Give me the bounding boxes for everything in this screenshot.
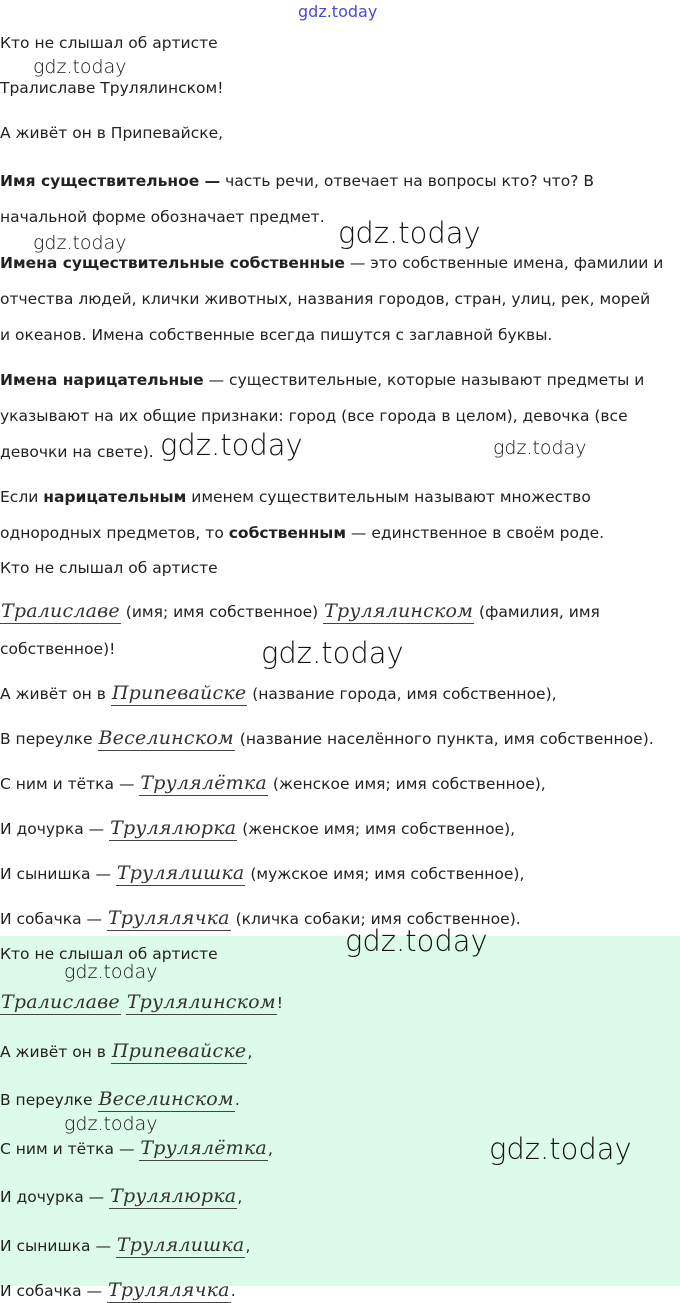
handwritten-word: Тралиславе (1, 991, 120, 1013)
analysis-line: Тралиславе (имя; имя собственное) Трулялинском (фамилия, имя (1, 600, 600, 622)
handwritten-word: Трулялячка (107, 1279, 230, 1301)
definition-line: отчества людей, клички животных, названия городов, стран, улиц, рек, морей (0, 290, 651, 308)
definition-line: Имя существительное — часть речи, отвечает на вопросы кто? что? В (0, 172, 594, 190)
watermark: gdz.today (489, 1132, 632, 1166)
handwritten-word: Трулялишка (116, 1234, 245, 1256)
watermark: gdz.today (33, 232, 127, 254)
term-bold: собственным (228, 524, 346, 542)
answer-line: Кто не слышал об артисте (0, 945, 218, 963)
definition-line: и океанов. Имена собственные всегда пишутся с заглавной буквы. (0, 326, 553, 344)
answer-line: А живёт он в Припевайске, (0, 1040, 253, 1062)
intro-line: Тралиславе Трулялинском! (0, 79, 224, 97)
handwritten-word: Трулялётка (140, 1137, 267, 1159)
definition-line: указывают на их общие признаки: город (все города в целом), девочка (все (0, 407, 628, 425)
handwritten-word: Припевайске (111, 682, 247, 704)
analysis-line: С ним и тётка — Трулялётка (женское имя; имя собственное), (0, 772, 546, 794)
watermark: gdz.today (493, 437, 587, 459)
watermark: gdz.today (64, 1113, 158, 1135)
handwritten-word: Трулялячка (107, 907, 230, 929)
handwritten-word: Припевайске (111, 1040, 247, 1062)
handwritten-word: Трулялинском (126, 991, 276, 1013)
analysis-line: В переулке Веселинском (название населённого пункта, имя собственное). (0, 727, 654, 749)
analysis-line: собственное)! (0, 640, 116, 658)
answer-line: С ним и тётка — Трулялётка, (0, 1137, 273, 1159)
handwritten-word: Веселинском (98, 1088, 234, 1110)
analysis-line: А живёт он в Припевайске (название города, имя собственное), (0, 682, 557, 704)
watermark: gdz.today (261, 636, 404, 670)
analysis-line: Кто не слышал об артисте (0, 559, 218, 577)
definition-line: девочки на свете). (0, 443, 154, 461)
definition-line: Если нарицательным именем существительным называют множество (0, 488, 591, 506)
definition-line: начальной форме обозначает предмет. (0, 208, 325, 226)
handwritten-word: Веселинском (98, 727, 234, 749)
answer-line: В переулке Веселинском. (0, 1088, 240, 1110)
answer-line: И сынишка — Трулялишка, (0, 1234, 251, 1256)
watermark: gdz.today (160, 428, 303, 462)
watermark: gdz.today (64, 961, 158, 983)
definition-line: Имена нарицательные — существительные, которые называют предметы и (0, 371, 645, 389)
watermark: gdz.today (338, 216, 481, 250)
answer-line: И собачка — Трулялячка. (0, 1279, 236, 1301)
definition-line: Имена существительные собственные — это собственные имена, фамилии и (0, 254, 664, 272)
definition-line: однородных предметов, то собственным — единственное в своём роде. (0, 524, 605, 542)
handwritten-word: Трулялётка (140, 772, 267, 794)
answer-line: И дочурка — Трулялюрка, (0, 1185, 243, 1207)
top-watermark: gdz.today (298, 2, 378, 21)
term-bold: Имена нарицательные (0, 371, 204, 389)
term-bold: Имена существительные собственные (0, 254, 345, 272)
handwritten-word: Тралиславе (1, 600, 120, 622)
answer-line: Тралиславе Трулялинском! (1, 991, 283, 1013)
watermark: gdz.today (33, 56, 127, 78)
term-bold: нарицательным (43, 488, 187, 506)
analysis-line: И сынишка — Трулялишка (мужское имя; имя собственное), (0, 862, 525, 884)
handwritten-word: Трулялинском (324, 600, 474, 622)
intro-line: Кто не слышал об артисте (0, 34, 218, 52)
handwritten-word: Трулялюрка (110, 817, 237, 839)
analysis-line: И собачка — Трулялячка (кличка собаки; имя собственное). (0, 907, 521, 929)
term-bold: Имя существительное — (0, 172, 221, 190)
analysis-line: И дочурка — Трулялюрка (женское имя; имя собственное), (0, 817, 516, 839)
watermark: gdz.today (345, 924, 488, 958)
handwritten-word: Трулялишка (116, 862, 245, 884)
handwritten-word: Трулялюрка (110, 1185, 237, 1207)
intro-line: А живёт он в Припевайске, (0, 124, 224, 142)
